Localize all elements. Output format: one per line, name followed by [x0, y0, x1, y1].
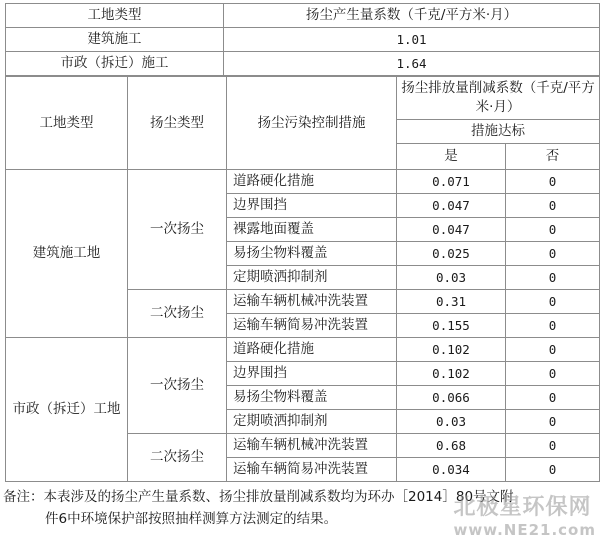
dust-type-column-header: 扬尘类型	[128, 77, 227, 170]
yes-value-cell: 0.066	[397, 386, 506, 410]
no-value-cell: 0	[506, 314, 600, 338]
watermark-url: www.NE21.com	[453, 521, 596, 539]
measure-cell: 定期喷洒抑制剂	[227, 266, 397, 290]
measure-cell: 边界围挡	[227, 362, 397, 386]
site-type-cell: 市政（拆迁）施工	[6, 52, 224, 76]
no-value-cell: 0	[506, 242, 600, 266]
no-column-header: 否	[506, 144, 600, 170]
site-type-header: 工地类型	[6, 4, 224, 28]
site-type-cell: 市政（拆迁）工地	[6, 338, 128, 482]
watermark-text: 北极星环保网	[453, 495, 592, 520]
measure-cell: 易扬尘物料覆盖	[227, 386, 397, 410]
reduction-coefficient-header: 扬尘排放量削减系数（千克/平方米·月）	[397, 77, 600, 120]
site-type-column-header: 工地类型	[6, 77, 128, 170]
table-row	[6, 170, 600, 194]
yes-column-header: 是	[397, 144, 506, 170]
measure-cell: 运输车辆机械冲洗装置	[227, 290, 397, 314]
table-row	[6, 338, 600, 362]
generation-coefficient-header: 扬尘产生量系数（千克/平方米·月）	[224, 4, 600, 28]
yes-value-cell: 0.071	[397, 170, 506, 194]
footnote-line-1: 备注：本表涉及的扬尘产生量系数、扬尘排放量削减系数均为环办［2014］80号文附	[3, 489, 514, 505]
compliance-header: 措施达标	[397, 120, 600, 144]
no-value-cell: 0	[506, 218, 600, 242]
yes-value-cell: 0.034	[397, 458, 506, 482]
no-value-cell: 0	[506, 434, 600, 458]
measure-cell: 裸露地面覆盖	[227, 218, 397, 242]
site-type-cell: 建筑施工	[6, 28, 224, 52]
reduction-coefficient-table	[5, 76, 600, 482]
coefficient-cell: 1.64	[224, 52, 600, 76]
dust-type-cell: 二次扬尘	[128, 434, 227, 482]
footnote-line-2: 件6中环境保护部按照抽样测算方法测定的结果。	[45, 511, 338, 527]
no-value-cell: 0	[506, 338, 600, 362]
yes-value-cell: 0.025	[397, 242, 506, 266]
no-value-cell: 0	[506, 194, 600, 218]
no-value-cell: 0	[506, 266, 600, 290]
yes-value-cell: 0.155	[397, 314, 506, 338]
coefficient-cell: 1.01	[224, 28, 600, 52]
yes-value-cell: 0.047	[397, 218, 506, 242]
footnote	[3, 486, 599, 530]
no-value-cell: 0	[506, 458, 600, 482]
site-type-cell: 建筑施工地	[6, 170, 128, 338]
measure-cell: 道路硬化措施	[227, 170, 397, 194]
no-value-cell: 0	[506, 386, 600, 410]
dust-type-cell: 一次扬尘	[128, 338, 227, 434]
yes-value-cell: 0.31	[397, 290, 506, 314]
no-value-cell: 0	[506, 362, 600, 386]
yes-value-cell: 0.68	[397, 434, 506, 458]
yes-value-cell: 0.047	[397, 194, 506, 218]
no-value-cell: 0	[506, 410, 600, 434]
control-measure-column-header: 扬尘污染控制措施	[227, 77, 397, 170]
yes-value-cell: 0.102	[397, 362, 506, 386]
measure-cell: 运输车辆简易冲洗装置	[227, 314, 397, 338]
generation-coefficient-table	[5, 3, 600, 76]
measure-cell: 道路硬化措施	[227, 338, 397, 362]
yes-value-cell: 0.102	[397, 338, 506, 362]
measure-cell: 运输车辆简易冲洗装置	[227, 458, 397, 482]
table-row	[6, 28, 600, 52]
measure-cell: 定期喷洒抑制剂	[227, 410, 397, 434]
generation-header-row	[6, 4, 600, 28]
table-row	[6, 52, 600, 76]
yes-value-cell: 0.03	[397, 410, 506, 434]
yes-value-cell: 0.03	[397, 266, 506, 290]
no-value-cell: 0	[506, 290, 600, 314]
dust-type-cell: 二次扬尘	[128, 290, 227, 338]
coefficient-sheet	[5, 3, 599, 482]
dust-type-cell: 一次扬尘	[128, 170, 227, 290]
measure-cell: 运输车辆机械冲洗装置	[227, 434, 397, 458]
measure-cell: 易扬尘物料覆盖	[227, 242, 397, 266]
no-value-cell: 0	[506, 170, 600, 194]
measure-cell: 边界围挡	[227, 194, 397, 218]
header-row	[6, 77, 600, 120]
